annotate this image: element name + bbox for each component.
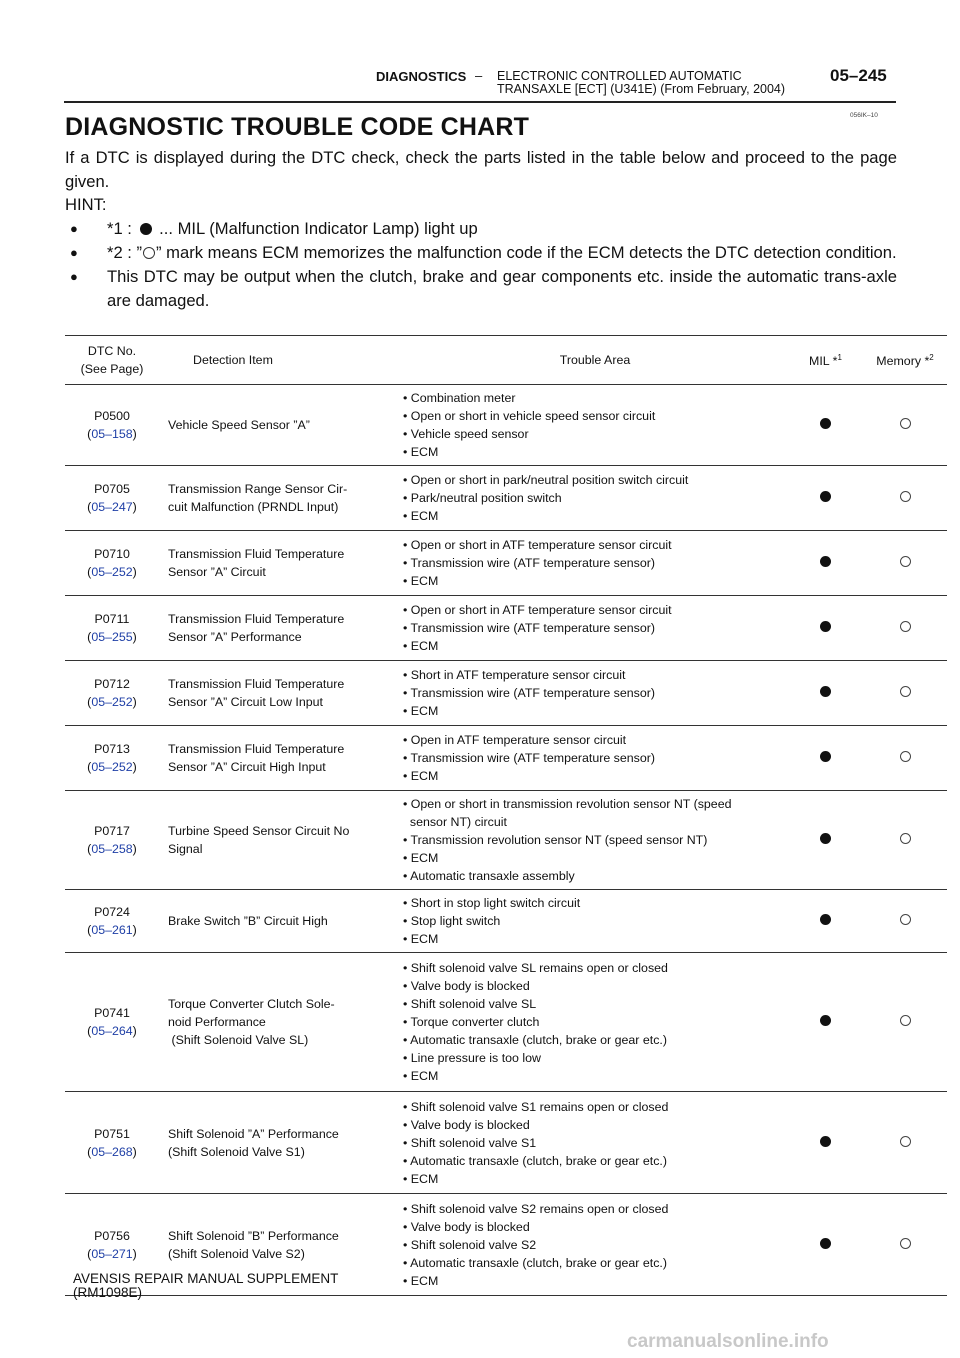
open-circle-icon — [900, 491, 911, 502]
open-circle-icon — [900, 686, 911, 697]
detection-item-line: Transmission Fluid Temperature — [168, 677, 345, 691]
trouble-area-cell — [395, 1194, 788, 1296]
trouble-area-line: • Automatic transaxle (clutch, brake or gear etc.) — [403, 1033, 667, 1047]
dtc-code: P0705 — [94, 482, 130, 496]
detection-item-cell — [159, 385, 395, 466]
paren-open: ( — [87, 1144, 92, 1159]
dtc-page-ref — [66, 563, 158, 581]
watermark: carmanualsonline.info — [627, 1331, 829, 1352]
memory-cell — [863, 466, 947, 531]
memory-cell — [863, 1092, 947, 1194]
page-title: DIAGNOSTIC TROUBLE CODE CHART — [65, 113, 530, 141]
footer-manual-code: (RM1098E) — [73, 1285, 143, 1300]
trouble-area-line: • Transmission revolution sensor NT (speed sensor NT) — [403, 833, 708, 847]
memory-cell — [863, 953, 947, 1092]
detection-item-cell — [159, 466, 395, 531]
detection-item-cell — [159, 726, 395, 791]
memory-cell — [863, 596, 947, 661]
detection-item-line: Sensor ”A” Circuit High Input — [168, 760, 326, 774]
trouble-area-line: • ECM — [403, 509, 439, 523]
header-trouble-area: Trouble Area — [395, 336, 788, 385]
dtc-page-ref — [66, 1022, 158, 1040]
dtc-code-cell — [65, 791, 159, 890]
filled-circle-icon — [820, 833, 831, 844]
open-circle-icon — [900, 556, 911, 567]
dtc-code: P0756 — [94, 1228, 130, 1243]
dtc-code-cell — [65, 531, 159, 596]
trouble-area-line: • Torque converter clutch — [403, 1015, 540, 1029]
table-row — [65, 466, 947, 531]
footer-manual-title: AVENSIS REPAIR MANUAL SUPPLEMENT — [73, 1271, 339, 1286]
memory-cell — [863, 726, 947, 791]
table-row — [65, 531, 947, 596]
trouble-area-line: • Valve body is blocked — [403, 1219, 530, 1234]
detection-item-line: Transmission Range Sensor Cir- — [168, 482, 348, 496]
detection-item-line: (Shift Solenoid Valve S1) — [168, 1144, 305, 1159]
mil-cell — [788, 661, 863, 726]
header-title — [497, 70, 785, 96]
trouble-area-line: • ECM — [403, 704, 439, 718]
detection-item-line: Sensor ”A” Circuit — [168, 565, 266, 579]
detection-item-line: Transmission Fluid Temperature — [168, 742, 345, 756]
header-detection-item: Detection Item — [159, 336, 395, 385]
table-row — [65, 953, 947, 1092]
paren-close: ) — [132, 1024, 137, 1038]
dtc-table — [65, 335, 947, 1296]
filled-circle-icon — [820, 491, 831, 502]
table-row — [65, 661, 947, 726]
paren-close: ) — [132, 842, 137, 856]
page-link[interactable]: 05–247 — [91, 500, 133, 514]
paren-close: ) — [132, 565, 137, 579]
trouble-area-line: • Short in stop light switch circuit — [403, 896, 581, 910]
trouble-area-line: • Open in ATF temperature sensor circuit — [403, 733, 627, 747]
paren-open: ( — [87, 630, 92, 644]
trouble-area-cell — [395, 466, 788, 531]
page-link[interactable]: 05–268 — [91, 1144, 133, 1159]
header-dtc-no-line1: DTC No. — [87, 344, 137, 358]
page-link[interactable]: 05–252 — [91, 760, 133, 774]
dtc-page-ref — [66, 840, 158, 858]
trouble-area-line: • Short in ATF temperature sensor circuit — [403, 668, 626, 682]
trouble-area-cell — [395, 531, 788, 596]
filled-circle-icon — [820, 1238, 831, 1249]
trouble-area-line: • Open or short in park/neutral position switch circuit — [403, 473, 689, 487]
filled-circle-icon — [820, 751, 831, 762]
bullet-damage-text: This DTC may be output when the clutch, brake and gear components etc. inside the automatic trans-axle are damaged. — [107, 267, 897, 310]
trouble-area-line: • Transmission wire (ATF temperature sensor) — [403, 686, 655, 700]
page-link[interactable]: 05–258 — [91, 842, 133, 856]
table-row — [65, 890, 947, 953]
dtc-page-ref — [66, 425, 158, 443]
dtc-code: P0717 — [94, 824, 130, 838]
trouble-area-cell — [395, 791, 788, 890]
detection-item-cell — [159, 890, 395, 953]
trouble-area-line: • ECM — [403, 574, 439, 588]
trouble-area-line: • Shift solenoid valve SL — [403, 997, 537, 1011]
table-row — [65, 1092, 947, 1194]
header-mil-label: MIL * — [809, 354, 838, 369]
open-circle-icon — [900, 418, 911, 429]
page-link[interactable]: 05–252 — [91, 565, 133, 579]
open-circle-icon — [900, 1136, 911, 1147]
dtc-code: P0712 — [94, 677, 130, 691]
mil-cell — [788, 953, 863, 1092]
header-dtc-no-line2: (See Page) — [80, 362, 144, 376]
paren-close: ) — [132, 1246, 137, 1261]
paren-close: ) — [132, 630, 137, 644]
paren-open: ( — [87, 427, 92, 441]
paren-open: ( — [87, 500, 92, 514]
trouble-area-line: • Line pressure is too low — [403, 1051, 541, 1065]
dtc-code-cell — [65, 726, 159, 791]
trouble-area-line: • Shift solenoid valve S1 — [403, 1135, 537, 1150]
detection-item-line: noid Performance — [168, 1015, 266, 1029]
trouble-area-line: • Transmission wire (ATF temperature sensor) — [403, 556, 655, 570]
dtc-code-cell — [65, 661, 159, 726]
paren-close: ) — [132, 760, 137, 774]
header-title-line1: ELECTRONIC CONTROLLED AUTOMATIC — [497, 69, 742, 83]
detection-item-line: Brake Switch ”B” Circuit High — [168, 914, 328, 928]
bullet-memory-prefix: *2 : ” — [107, 243, 143, 262]
page-link[interactable]: 05–264 — [91, 1024, 133, 1038]
filled-circle-icon — [820, 418, 831, 429]
table-header-row — [65, 336, 947, 385]
bullet-dot-icon: ● — [70, 245, 78, 260]
dtc-code-cell — [65, 596, 159, 661]
paren-close: ) — [132, 923, 137, 937]
bullet-memory-suffix: ” mark means ECM memorizes the malfunction code if the ECM detects the DTC detection condition. — [156, 243, 897, 262]
paren-close: ) — [132, 427, 137, 441]
memory-cell — [863, 385, 947, 466]
trouble-area-cell — [395, 1092, 788, 1194]
detection-item-cell — [159, 596, 395, 661]
filled-circle-icon — [820, 686, 831, 697]
dtc-page-ref — [66, 758, 158, 776]
paren-open: ( — [87, 760, 92, 774]
detection-item-line: Vehicle Speed Sensor ”A” — [168, 418, 310, 432]
bullet-damage-note — [70, 265, 897, 313]
trouble-area-line: • Combination meter — [403, 391, 516, 405]
dtc-code-cell — [65, 953, 159, 1092]
bullet-mil — [70, 217, 897, 241]
detection-item-cell — [159, 531, 395, 596]
header-rule — [64, 101, 896, 103]
dtc-page-ref — [66, 1143, 158, 1161]
header-dtc-no — [65, 336, 159, 385]
detection-item-line: Torque Converter Clutch Sole- — [168, 997, 335, 1011]
trouble-area-line: • Automatic transaxle assembly — [403, 869, 575, 883]
mil-cell — [788, 1092, 863, 1194]
trouble-area-line: • Open or short in transmission revolution sensor NT (speed — [403, 797, 732, 811]
open-circle-icon — [900, 914, 911, 925]
detection-item-line: Shift Solenoid ”B” Performance — [168, 1228, 339, 1243]
header-dash: – — [475, 68, 483, 83]
filled-circle-icon — [820, 1136, 831, 1147]
dtc-page-ref — [66, 693, 158, 711]
filled-circle-icon — [820, 621, 831, 632]
dtc-code: P0741 — [94, 1006, 130, 1020]
detection-item-cell — [159, 1092, 395, 1194]
page-link[interactable]: 05–261 — [91, 923, 133, 937]
memory-cell — [863, 661, 947, 726]
memory-cell — [863, 890, 947, 953]
paren-close: ) — [132, 500, 137, 514]
trouble-area-line: • ECM — [403, 1273, 439, 1288]
detection-item-line: cuit Malfunction (PRNDL Input) — [168, 500, 339, 514]
trouble-area-line: • ECM — [403, 1069, 439, 1083]
dtc-code-cell — [65, 890, 159, 953]
mil-cell — [788, 791, 863, 890]
detection-item-line: Transmission Fluid Temperature — [168, 612, 345, 626]
trouble-area-line: • Park/neutral position switch — [403, 491, 562, 505]
open-circle-icon — [900, 751, 911, 762]
open-circle-icon — [900, 833, 911, 844]
table-row — [65, 596, 947, 661]
header-title-line2: TRANSAXLE [ECT] (U341E) (From February, 2004) — [497, 82, 786, 96]
mil-cell — [788, 890, 863, 953]
trouble-area-line: • ECM — [403, 932, 439, 946]
dtc-code-cell — [65, 1092, 159, 1194]
trouble-area-line: • ECM — [403, 851, 439, 865]
trouble-area-line: • Transmission wire (ATF temperature sensor) — [403, 751, 655, 765]
document-code: 056IK–10 — [850, 112, 878, 119]
trouble-area-line: • Shift solenoid valve S2 — [403, 1237, 537, 1252]
memory-cell — [863, 1194, 947, 1296]
dtc-code: P0710 — [94, 547, 130, 561]
dtc-code: P0724 — [94, 905, 130, 919]
filled-circle-icon — [140, 223, 152, 235]
mil-cell — [788, 385, 863, 466]
detection-item-line: Transmission Fluid Temperature — [168, 547, 345, 561]
header-mil — [788, 336, 863, 385]
detection-item-cell — [159, 661, 395, 726]
dtc-page-ref — [66, 628, 158, 646]
open-circle-icon — [900, 1015, 911, 1026]
trouble-area-cell — [395, 385, 788, 466]
trouble-area-cell — [395, 953, 788, 1092]
mil-cell — [788, 466, 863, 531]
trouble-area-cell — [395, 726, 788, 791]
bullet-dot-icon: ● — [70, 221, 78, 236]
dtc-code-cell — [65, 466, 159, 531]
trouble-area-line: • Shift solenoid valve S2 remains open or closed — [403, 1201, 669, 1216]
intro-text: If a DTC is displayed during the DTC check, check the parts listed in the table below and proceed to the page given. — [65, 148, 897, 191]
detection-item-line: Shift Solenoid ”A” Performance — [168, 1126, 339, 1141]
page-link[interactable]: 05–158 — [91, 427, 133, 441]
filled-circle-icon — [820, 1015, 831, 1026]
trouble-area-line: • Shift solenoid valve S1 remains open or closed — [403, 1099, 669, 1114]
dtc-page-ref — [66, 921, 158, 939]
memory-cell — [863, 791, 947, 890]
trouble-area-line: • Valve body is blocked — [403, 1117, 530, 1132]
trouble-area-cell — [395, 661, 788, 726]
dtc-table-body — [65, 385, 947, 1296]
page-number: 05–245 — [830, 66, 887, 85]
bullet-dot-icon: ● — [70, 269, 78, 284]
bullet-memory — [70, 241, 897, 265]
detection-item-line: (Shift Solenoid Valve S2) — [168, 1246, 305, 1261]
trouble-area-line: • Stop light switch — [403, 914, 501, 928]
table-row — [65, 791, 947, 890]
header-mil-sup: 1 — [837, 353, 842, 363]
header-memory — [863, 336, 947, 385]
mil-cell — [788, 596, 863, 661]
detection-item-line: Sensor ”A” Circuit Low Input — [168, 695, 323, 709]
dtc-code: P0713 — [94, 742, 130, 756]
memory-cell — [863, 531, 947, 596]
open-circle-icon — [900, 1238, 911, 1249]
header-memory-label: Memory * — [876, 354, 930, 369]
paren-close: ) — [132, 1144, 137, 1159]
paren-open: ( — [87, 842, 92, 856]
detection-item-line: Signal — [168, 842, 203, 856]
trouble-area-line: • Open or short in ATF temperature sensor circuit — [403, 603, 672, 617]
page-link[interactable]: 05–271 — [91, 1246, 133, 1261]
table-row — [65, 726, 947, 791]
trouble-area-line: • Valve body is blocked — [403, 979, 530, 993]
dtc-code: P0711 — [94, 612, 130, 626]
detection-item-line: Turbine Speed Sensor Circuit No — [168, 824, 350, 838]
table-row — [65, 385, 947, 466]
mil-cell — [788, 531, 863, 596]
dtc-code: P0751 — [94, 1126, 130, 1141]
detection-item-line: (Shift Solenoid Valve SL) — [168, 1033, 309, 1047]
dtc-code-cell — [65, 385, 159, 466]
trouble-area-line: • ECM — [403, 445, 439, 459]
paren-open: ( — [87, 1246, 92, 1261]
trouble-area-line: • ECM — [403, 1171, 439, 1186]
trouble-area-line: • Vehicle speed sensor — [403, 427, 529, 441]
paren-open: ( — [87, 923, 92, 937]
trouble-area-line: • Shift solenoid valve SL remains open or closed — [403, 961, 668, 975]
trouble-area-line: • Automatic transaxle (clutch, brake or gear etc.) — [403, 1153, 667, 1168]
mil-cell — [788, 1194, 863, 1296]
trouble-area-line: • Open or short in vehicle speed sensor circuit — [403, 409, 656, 423]
detection-item-line: Sensor ”A” Performance — [168, 630, 302, 644]
dtc-page-ref — [66, 498, 158, 516]
paren-close: ) — [132, 695, 137, 709]
paren-open: ( — [87, 695, 92, 709]
hint-label: HINT: — [65, 195, 107, 214]
trouble-area-line: • Automatic transaxle (clutch, brake or gear etc.) — [403, 1255, 667, 1270]
filled-circle-icon — [820, 914, 831, 925]
dtc-code: P0500 — [94, 409, 130, 423]
trouble-area-line: • Transmission wire (ATF temperature sensor) — [403, 621, 655, 635]
dtc-page-ref — [66, 1245, 158, 1263]
detection-item-cell — [159, 953, 395, 1092]
mil-cell — [788, 726, 863, 791]
trouble-area-cell — [395, 596, 788, 661]
detection-item-cell — [159, 791, 395, 890]
trouble-area-line: sensor NT) circuit — [403, 815, 507, 829]
trouble-area-line: • ECM — [403, 639, 439, 653]
trouble-area-line: • ECM — [403, 769, 439, 783]
paren-open: ( — [87, 1024, 92, 1038]
header-section: DIAGNOSTICS — [376, 69, 467, 84]
hint-bullets — [70, 217, 897, 313]
bullet-mil-suffix: ... MIL (Malfunction Indicator Lamp) light up — [159, 219, 478, 238]
paren-open: ( — [87, 565, 92, 579]
open-circle-icon — [900, 621, 911, 632]
filled-circle-icon — [820, 556, 831, 567]
header-memory-sup: 2 — [929, 353, 934, 363]
trouble-area-cell — [395, 890, 788, 953]
page-link[interactable]: 05–255 — [91, 630, 133, 644]
trouble-area-line: • Open or short in ATF temperature sensor circuit — [403, 538, 672, 552]
page-link[interactable]: 05–252 — [91, 695, 133, 709]
bullet-mil-prefix: *1 : — [107, 219, 132, 238]
open-circle-icon — [143, 247, 155, 259]
